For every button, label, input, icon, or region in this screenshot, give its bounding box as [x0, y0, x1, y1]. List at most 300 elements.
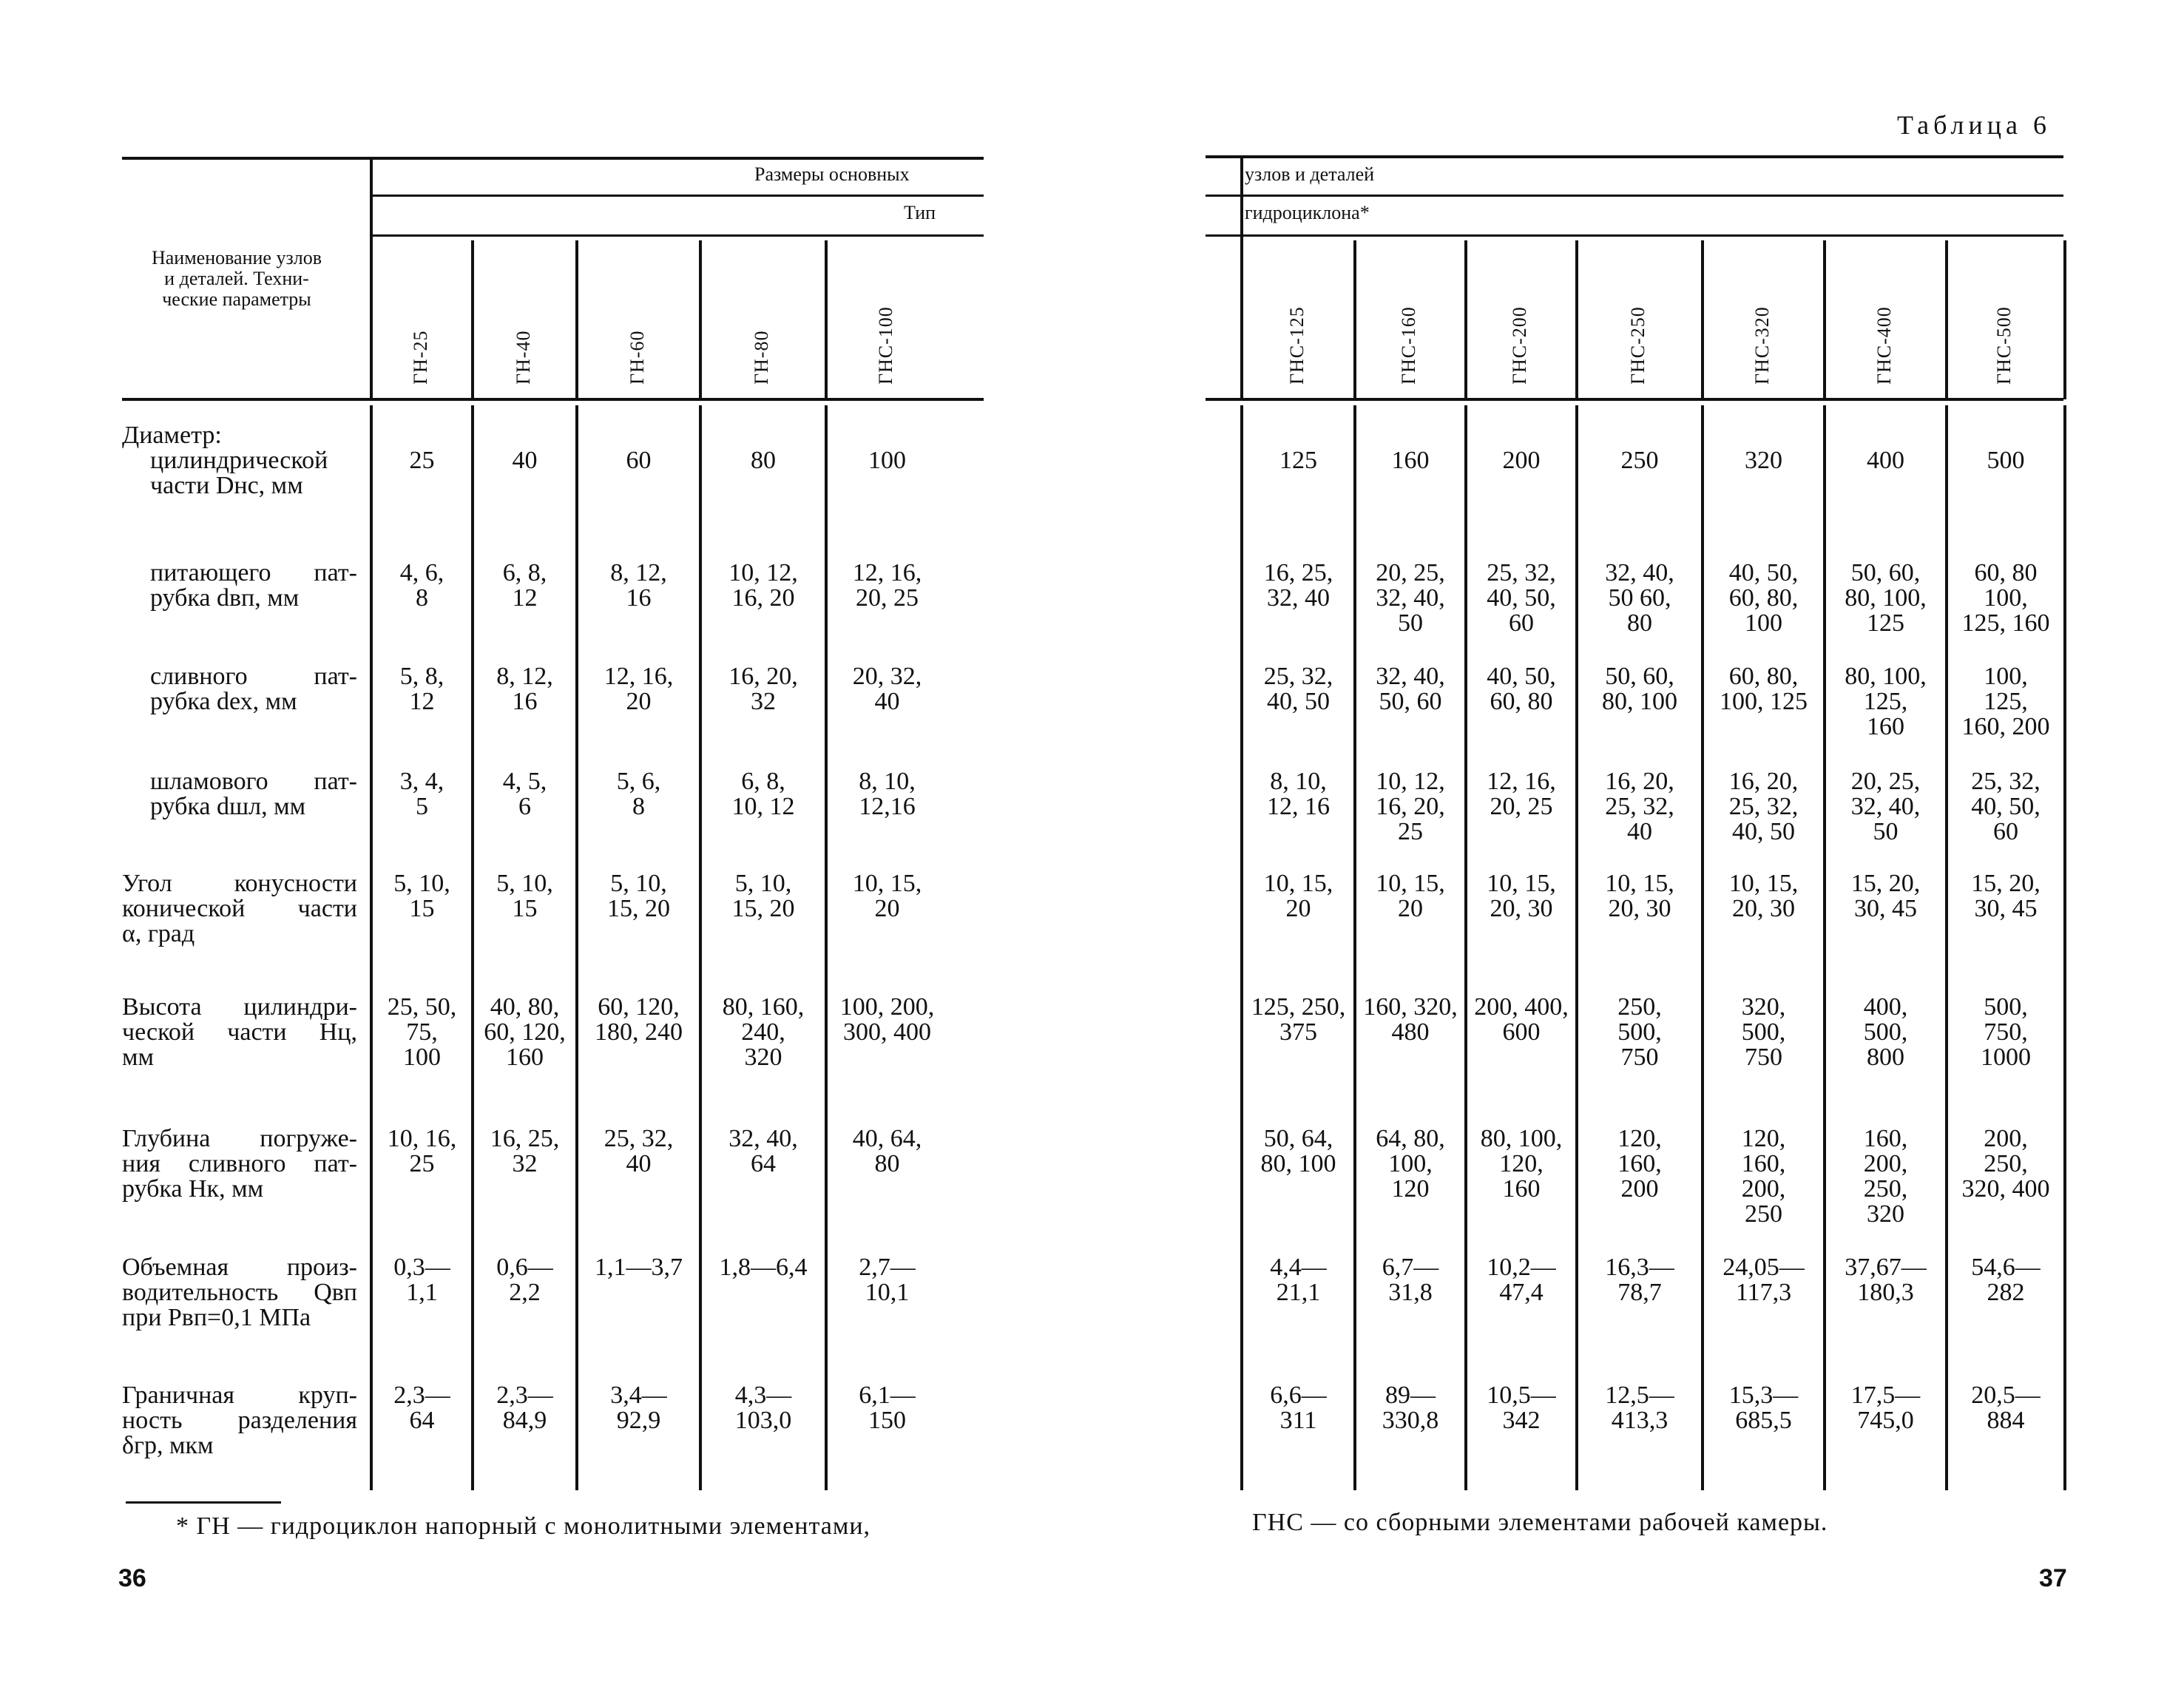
- table-cell: [1356, 1383, 1464, 1433]
- cell-line: 413,3: [1611, 1407, 1669, 1434]
- table-cell: [1243, 871, 1353, 922]
- cell-line: 40, 50,: [1971, 793, 2041, 820]
- table-cell: [828, 995, 947, 1045]
- table-cell: [1467, 1383, 1575, 1433]
- table-cell: [1467, 448, 1575, 473]
- cell-line: 16, 25,: [490, 1125, 560, 1152]
- cell-line: 200, 400,: [1474, 993, 1569, 1021]
- table-cell: [578, 448, 699, 473]
- row-label-line: ния сливного пат-: [122, 1150, 357, 1177]
- table-cell: [1948, 664, 2063, 740]
- cell-line: 40: [512, 447, 538, 474]
- column-header-1: ГН-40: [512, 330, 534, 385]
- cell-line: 16, 20,: [1728, 768, 1799, 795]
- table-cell: [1704, 561, 1823, 636]
- cell-line: 10, 15,: [1263, 870, 1333, 897]
- cell-line: 10, 15,: [1487, 870, 1556, 897]
- cell-line: 50, 60: [1379, 688, 1442, 715]
- cell-line: 20: [1398, 895, 1423, 922]
- table-cell: [1243, 561, 1353, 611]
- cell-line: 16, 20,: [1605, 768, 1674, 795]
- row-label-8: [122, 1383, 357, 1458]
- cell-line: 64: [409, 1407, 435, 1434]
- cell-line: 480: [1391, 1018, 1430, 1046]
- cell-line: 500,: [1984, 993, 2028, 1021]
- table-cell: [1826, 561, 1945, 636]
- table-cell: [828, 664, 947, 714]
- row-label-line: цилиндрической: [150, 447, 328, 474]
- table-cell: [1467, 871, 1575, 922]
- cell-line: 20, 30: [1732, 895, 1795, 922]
- cell-line: 20, 25: [1490, 793, 1553, 820]
- table-cell: [474, 664, 575, 714]
- cell-line: 16, 20,: [1376, 793, 1445, 820]
- cell-line: 25, 32,: [1728, 793, 1799, 820]
- cell-line: 64, 80,: [1376, 1125, 1445, 1152]
- column-header-11: ГНС-500: [1993, 306, 2015, 385]
- cell-line: 20,5—: [1971, 1382, 2041, 1409]
- cell-line: 12, 16: [1267, 793, 1330, 820]
- table-cell: [828, 769, 947, 819]
- cell-line: 180, 240: [595, 1018, 683, 1046]
- cell-line: 375: [1279, 1018, 1317, 1046]
- footnote-left: * ГН — гидроциклон напорный с монолитными элементами,: [176, 1512, 871, 1540]
- table-cell: [578, 561, 699, 611]
- cell-line: 50, 60,: [1605, 663, 1674, 690]
- cell-line: 20, 30: [1490, 895, 1553, 922]
- row-label-line: Глубина погруже-: [122, 1125, 357, 1152]
- column-header-9: ГНС-320: [1751, 306, 1773, 385]
- cell-line: 320,: [1741, 993, 1786, 1021]
- cell-line: 4, 6,: [399, 559, 444, 586]
- cell-line: 4,3—: [734, 1382, 792, 1409]
- cell-line: 60, 80: [1974, 559, 2038, 586]
- page-number-left: 36: [118, 1564, 146, 1592]
- cell-line: 300, 400: [843, 1018, 931, 1046]
- cell-line: 50, 60,: [1850, 559, 1921, 586]
- table-cell: [1826, 1383, 1945, 1433]
- cell-line: 16: [626, 584, 652, 612]
- cell-line: 160: [1502, 1175, 1541, 1203]
- cell-line: 12, 16,: [852, 559, 922, 586]
- page-number-right: 37: [2039, 1564, 2067, 1592]
- cell-line: 103,0: [734, 1407, 792, 1434]
- cell-line: 685,5: [1735, 1407, 1792, 1434]
- cell-line: 10, 15,: [1605, 870, 1674, 897]
- cell-line: 80, 100,: [1845, 584, 1927, 612]
- table-cell: [373, 561, 471, 611]
- row-label-line: Объемная произ-: [122, 1254, 357, 1281]
- row-label-7: [122, 1255, 357, 1331]
- cell-line: 160: [506, 1044, 544, 1071]
- cell-line: 100: [868, 447, 906, 474]
- table-cell: [1826, 995, 1945, 1070]
- cell-line: 160: [1867, 713, 1904, 740]
- row-label-line: Угол конусности: [122, 870, 357, 897]
- cell-line: 400: [1867, 447, 1904, 474]
- header-col-line-right-6: [1945, 240, 1948, 399]
- cell-line: 4, 5,: [502, 768, 547, 795]
- cell-line: 100,: [1388, 1150, 1433, 1177]
- row-label-line: ческой части Нц,: [122, 1018, 357, 1046]
- cell-line: 84,9: [502, 1407, 547, 1434]
- cell-line: 2,2: [509, 1279, 541, 1306]
- header-col-line-right-4: [1701, 240, 1704, 399]
- cell-line: 10, 12,: [1376, 768, 1445, 795]
- group-header-right-2: гидроциклона*: [1245, 202, 1370, 223]
- column-header-6: ГНС-160: [1398, 306, 1419, 385]
- cell-line: 250,: [1863, 1175, 1908, 1203]
- header-col-line-right-5: [1823, 240, 1826, 399]
- cell-line: 15: [409, 895, 435, 922]
- cell-line: 12: [409, 688, 435, 715]
- cell-line: 80, 100: [1602, 688, 1677, 715]
- table-cell: [1467, 769, 1575, 819]
- cell-line: 1,1—3,7: [595, 1254, 683, 1281]
- table-cell: [1578, 769, 1701, 845]
- table-cell: [1356, 1126, 1464, 1202]
- row-label-line: при Рвп=0,1 МПа: [122, 1304, 311, 1331]
- table-cell: [1578, 1383, 1701, 1433]
- cell-line: 320: [1745, 447, 1782, 474]
- cell-line: 6, 8,: [502, 559, 547, 586]
- cell-line: 150: [868, 1407, 906, 1434]
- table-cell: [1948, 1255, 2063, 1305]
- cell-line: 60, 80,: [1728, 584, 1799, 612]
- cell-line: 5, 10,: [393, 870, 450, 897]
- table-cell: [1243, 1255, 1353, 1305]
- cell-line: 60, 120,: [484, 1018, 566, 1046]
- table-cell: [1578, 871, 1701, 922]
- row-label-line: рубка dвп, мм: [150, 584, 300, 612]
- cell-line: 500,: [1863, 1018, 1908, 1046]
- cell-line: 25, 50,: [387, 993, 457, 1021]
- table-cell: [1467, 664, 1575, 714]
- cell-line: 125: [1279, 447, 1317, 474]
- header-col-line-right-3: [1575, 240, 1578, 399]
- cell-line: 6: [518, 793, 531, 820]
- header-col-line-right-0: [1240, 157, 1243, 399]
- row-label-line: рубка dех, мм: [150, 688, 297, 715]
- cell-line: 16, 25,: [1263, 559, 1333, 586]
- cell-line: 160, 320,: [1363, 993, 1458, 1021]
- table-cell: [828, 448, 947, 473]
- footnote-rule: [126, 1501, 281, 1504]
- cell-line: 20, 25,: [1376, 559, 1445, 586]
- table-cell: [1826, 1126, 1945, 1227]
- column-header-8: ГНС-250: [1627, 306, 1649, 385]
- cell-line: 15, 20,: [1971, 870, 2041, 897]
- cell-line: 6,1—: [859, 1382, 916, 1409]
- table-cell: [702, 1383, 825, 1433]
- table-cell: [1243, 995, 1353, 1045]
- cell-line: 10, 12,: [728, 559, 798, 586]
- table-cell: [1948, 561, 2063, 636]
- cell-line: 6,7—: [1382, 1254, 1439, 1281]
- cell-line: 50: [1398, 609, 1423, 637]
- cell-line: 120: [1391, 1175, 1430, 1203]
- cell-line: 50: [1873, 818, 1899, 845]
- cell-line: 1,8—6,4: [719, 1254, 808, 1281]
- cell-line: 5, 10,: [734, 870, 792, 897]
- cell-line: 32, 40,: [1376, 663, 1445, 690]
- cell-line: 5, 10,: [610, 870, 667, 897]
- table-cell: [1356, 871, 1464, 922]
- cell-line: 745,0: [1857, 1407, 1914, 1434]
- cell-line: 8, 12,: [610, 559, 667, 586]
- table-cell: [474, 995, 575, 1070]
- cell-line: 80: [751, 447, 776, 474]
- table-cell: [1826, 448, 1945, 473]
- cell-line: 5, 6,: [616, 768, 661, 795]
- table-cell: [828, 1126, 947, 1177]
- table-cell: [578, 1126, 699, 1177]
- cell-line: 160,: [1741, 1150, 1786, 1177]
- column-header-3: ГН-80: [751, 330, 772, 385]
- top-rule-left: [122, 157, 984, 160]
- row-label-line: сливного пат-: [150, 663, 357, 690]
- cell-line: 342: [1502, 1407, 1541, 1434]
- cell-line: 0,3—: [393, 1254, 450, 1281]
- cell-line: 200,: [1863, 1150, 1908, 1177]
- table-cell: [828, 1255, 947, 1305]
- cell-line: 100: [1745, 609, 1782, 637]
- table-cell: [702, 871, 825, 922]
- table-cell: [578, 664, 699, 714]
- table-cell: [578, 871, 699, 922]
- table-cell: [1704, 769, 1823, 845]
- table-cell: [474, 871, 575, 922]
- cell-line: 2,7—: [859, 1254, 916, 1281]
- cell-line: 25: [409, 1150, 435, 1177]
- row-label-line: ность разделения: [122, 1407, 357, 1434]
- top-rule-right: [1206, 155, 2063, 158]
- cell-line: 3, 4,: [399, 768, 444, 795]
- type-header: Тип: [904, 202, 936, 223]
- cell-line: 16,3—: [1605, 1254, 1674, 1281]
- column-header-0: ГН-25: [409, 330, 431, 385]
- table-cell: [1356, 769, 1464, 845]
- cell-line: 40: [1627, 818, 1652, 845]
- group-rule-right: [1206, 195, 2063, 197]
- cell-line: 15, 20: [731, 895, 795, 922]
- table-cell: [702, 1126, 825, 1177]
- cell-line: 250: [1745, 1200, 1782, 1228]
- cell-line: 80, 160,: [722, 993, 805, 1021]
- table-cell: [474, 769, 575, 819]
- cell-line: 12, 16,: [604, 663, 674, 690]
- table-cell: [1704, 1383, 1823, 1433]
- cell-line: 125,: [1984, 688, 2028, 715]
- table-cell: [578, 995, 699, 1045]
- cell-line: 500,: [1741, 1018, 1786, 1046]
- cell-line: 80, 100,: [1480, 1125, 1563, 1152]
- cell-line: 200: [1502, 447, 1541, 474]
- table-cell: [578, 1255, 699, 1280]
- cell-line: 100, 125: [1720, 688, 1808, 715]
- cell-line: 320, 400: [1961, 1175, 2050, 1203]
- table-cell: [1467, 1126, 1575, 1202]
- cell-line: 120,: [1499, 1150, 1544, 1177]
- cell-line: 250: [1620, 447, 1659, 474]
- cell-line: 16, 20: [731, 584, 795, 612]
- cell-line: 24,05—: [1722, 1254, 1805, 1281]
- cell-line: 60: [1993, 818, 2018, 845]
- cell-line: 15: [512, 895, 538, 922]
- cell-line: 282: [1987, 1279, 2025, 1306]
- cell-line: 50, 64,: [1263, 1125, 1333, 1152]
- cell-line: 10, 15,: [1376, 870, 1445, 897]
- column-header-2: ГН-60: [626, 330, 648, 385]
- cell-line: 500: [1987, 447, 2025, 474]
- cell-line: 250,: [1984, 1150, 2028, 1177]
- row-label-line: α, град: [122, 920, 195, 947]
- cell-line: 25, 32,: [1263, 663, 1333, 690]
- cell-line: 60, 80: [1490, 688, 1553, 715]
- header-col-line-left-0: [370, 157, 373, 399]
- table-cell: [1826, 1255, 1945, 1305]
- cell-line: 40, 50: [1732, 818, 1795, 845]
- cell-line: 0,6—: [496, 1254, 553, 1281]
- cell-line: 30, 45: [1854, 895, 1917, 922]
- cell-line: 25: [1398, 818, 1423, 845]
- table-cell: [578, 769, 699, 819]
- table-cell: [474, 1383, 575, 1433]
- cell-line: 200,: [1741, 1175, 1786, 1203]
- type-rule-left: [370, 234, 984, 237]
- cell-line: 40, 50,: [1487, 663, 1556, 690]
- table-cell: [1948, 1126, 2063, 1202]
- cell-line: 12,5—: [1605, 1382, 1674, 1409]
- cell-line: 750: [1745, 1044, 1782, 1071]
- cell-line: 120,: [1741, 1125, 1786, 1152]
- cell-line: 8: [416, 584, 428, 612]
- table-cell: [702, 448, 825, 473]
- cell-line: 100,: [1984, 663, 2028, 690]
- cell-line: 10, 16,: [387, 1125, 457, 1152]
- cell-line: 54,6—: [1971, 1254, 2041, 1281]
- table-cell: [474, 1255, 575, 1305]
- table-cell: [373, 995, 471, 1070]
- cell-line: 160, 200: [1961, 713, 2050, 740]
- table-cell: [373, 769, 471, 819]
- cell-line: 31,8: [1388, 1279, 1433, 1306]
- table-cell: [1826, 871, 1945, 922]
- header-bottom-rule-right: [1206, 398, 2063, 401]
- row-label-0: [122, 423, 357, 498]
- cell-line: 800: [1867, 1044, 1904, 1071]
- cell-line: 160,: [1863, 1125, 1908, 1152]
- cell-line: 8, 12,: [496, 663, 553, 690]
- cell-line: 32, 40,: [1376, 584, 1445, 612]
- stub-line-2: и деталей. Техни-: [164, 268, 309, 289]
- cell-line: 25, 32,: [1487, 559, 1556, 586]
- table-cell: [1356, 995, 1464, 1045]
- cell-line: 12: [512, 584, 538, 612]
- cell-line: 15, 20,: [1850, 870, 1921, 897]
- cell-line: 80, 100: [1260, 1150, 1336, 1177]
- cell-line: 100,: [1984, 584, 2028, 612]
- row-label-line: шламового пат-: [150, 768, 357, 795]
- cell-line: 40: [874, 688, 900, 715]
- footnote-right: ГНС — со сборными элементами рабочей камеры.: [1252, 1509, 1828, 1536]
- cell-line: 20: [1285, 895, 1311, 922]
- table-cell: [1826, 664, 1945, 740]
- header-col-line-left-2: [575, 240, 578, 399]
- cell-line: 600: [1502, 1018, 1541, 1046]
- cell-line: 64: [751, 1150, 776, 1177]
- table-cell: [1243, 448, 1353, 473]
- stub-header: [122, 248, 351, 310]
- header-col-line-right-1: [1353, 240, 1356, 399]
- table-cell: [373, 1255, 471, 1305]
- cell-line: 75,: [406, 1018, 438, 1046]
- cell-line: 10,1: [865, 1279, 910, 1306]
- cell-line: 60: [626, 447, 652, 474]
- table-title: Таблица 6: [1897, 110, 2051, 140]
- row-label-line: рубка dшл, мм: [150, 793, 306, 820]
- cell-line: 125, 250,: [1251, 993, 1346, 1021]
- cell-line: 89—: [1385, 1382, 1436, 1409]
- table-cell: [1243, 1383, 1353, 1433]
- row-label-5: [122, 995, 357, 1070]
- cell-line: 78,7: [1617, 1279, 1662, 1306]
- table-cell: [1704, 871, 1823, 922]
- table-cell: [1243, 769, 1353, 819]
- cell-line: 125,: [1863, 688, 1908, 715]
- cell-line: 60, 80,: [1728, 663, 1799, 690]
- cell-line: 1,1: [406, 1279, 438, 1306]
- group-rule-left: [370, 195, 984, 197]
- table-cell: [1704, 1255, 1823, 1305]
- cell-line: 40: [626, 1150, 652, 1177]
- cell-line: 8, 10,: [859, 768, 916, 795]
- cell-line: 12, 16,: [1487, 768, 1556, 795]
- cell-line: 15,3—: [1728, 1382, 1799, 1409]
- table-cell: [1704, 1126, 1823, 1227]
- cell-line: 8: [632, 793, 645, 820]
- table-cell: [1243, 1126, 1353, 1177]
- table-cell: [1704, 664, 1823, 714]
- cell-line: 25, 32,: [604, 1125, 674, 1152]
- cell-line: 92,9: [616, 1407, 661, 1434]
- body-col-line-right-7: [2063, 405, 2066, 1490]
- table-cell: [474, 1126, 575, 1177]
- table-cell: [1948, 1383, 2063, 1433]
- table-cell: [1704, 448, 1823, 473]
- header-col-line-left-4: [825, 240, 828, 399]
- cell-line: 120,: [1617, 1125, 1662, 1152]
- cell-line: 30, 45: [1974, 895, 2038, 922]
- column-header-7: ГНС-200: [1509, 306, 1530, 385]
- cell-line: 16, 20,: [728, 663, 798, 690]
- table-cell: [1578, 664, 1701, 714]
- header-col-line-right-7: [2063, 240, 2066, 399]
- cell-line: 21,1: [1276, 1279, 1321, 1306]
- cell-line: 1000: [1981, 1044, 2031, 1071]
- cell-line: 750,: [1984, 1018, 2028, 1046]
- table-cell: [373, 1126, 471, 1177]
- table-cell: [1467, 561, 1575, 636]
- table-cell: [373, 871, 471, 922]
- cell-line: 500,: [1617, 1018, 1662, 1046]
- row-label-line: δгр, мкм: [122, 1432, 214, 1459]
- cell-line: 125, 160: [1961, 609, 2050, 637]
- cell-line: 100: [403, 1044, 441, 1071]
- table-cell: [702, 664, 825, 714]
- cell-line: 47,4: [1499, 1279, 1544, 1306]
- table-cell: [1356, 448, 1464, 473]
